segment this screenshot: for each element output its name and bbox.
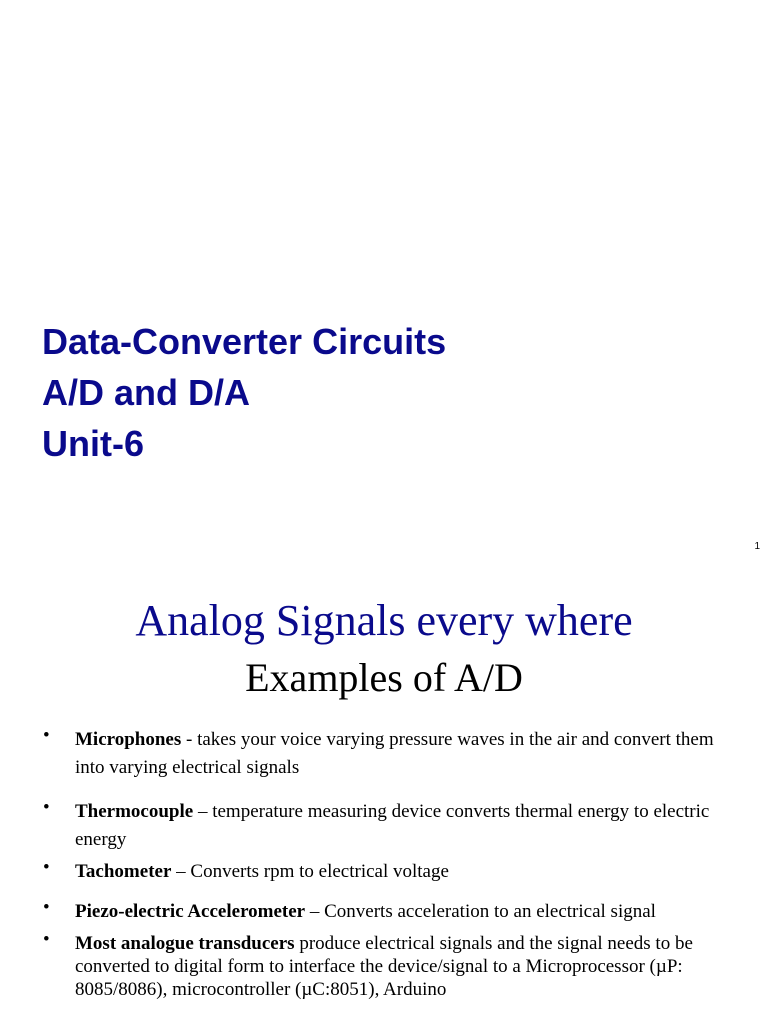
title-line-3: Unit-6	[42, 423, 144, 464]
bullet-icon: •	[43, 857, 50, 878]
bullet-term: Thermocouple	[75, 801, 194, 822]
slide-title	[42, 316, 446, 469]
bullet-icon: •	[43, 897, 50, 918]
bullet-list	[0, 726, 768, 1001]
list-item	[0, 929, 768, 1001]
page-number: 1	[754, 541, 760, 552]
bullet-text: – temperature measuring device converts thermal energy to electric energy	[75, 801, 710, 850]
bullet-term: Microphones	[75, 729, 182, 750]
bullet-term: Tachometer	[75, 861, 172, 882]
bullet-icon: •	[43, 797, 50, 818]
list-item	[0, 798, 768, 854]
list-item	[0, 858, 768, 886]
content-slide	[0, 560, 768, 1024]
bullet-text: produce electrical signals and the signal needs to be converted to digital form to interface the device/signal to a Microprocessor (µP: 8085/8086), microcontroller (µC:8051), Arduino	[75, 933, 693, 1000]
title-line-1: Data-Converter Circuits	[42, 321, 447, 362]
list-item	[0, 726, 768, 782]
bullet-text: – Converts acceleration to an electrical signal	[305, 901, 656, 922]
bullet-icon: •	[43, 725, 50, 746]
bullet-icon: •	[43, 929, 50, 950]
content-slide-subtitle: Examples of A/D	[245, 655, 523, 700]
content-slide-title: Analog Signals every where	[135, 596, 633, 645]
bullet-term: Piezo-electric Accelerometer	[75, 901, 306, 922]
bullet-text: – Converts rpm to electrical voltage	[171, 861, 449, 882]
bullet-text: - takes your voice varying pressure waves in the air and convert them into varying electrical signals	[75, 729, 714, 778]
bullet-term: Most analogue transducers	[75, 933, 295, 954]
list-item	[0, 898, 768, 926]
title-line-2: A/D and D/A	[42, 372, 251, 413]
